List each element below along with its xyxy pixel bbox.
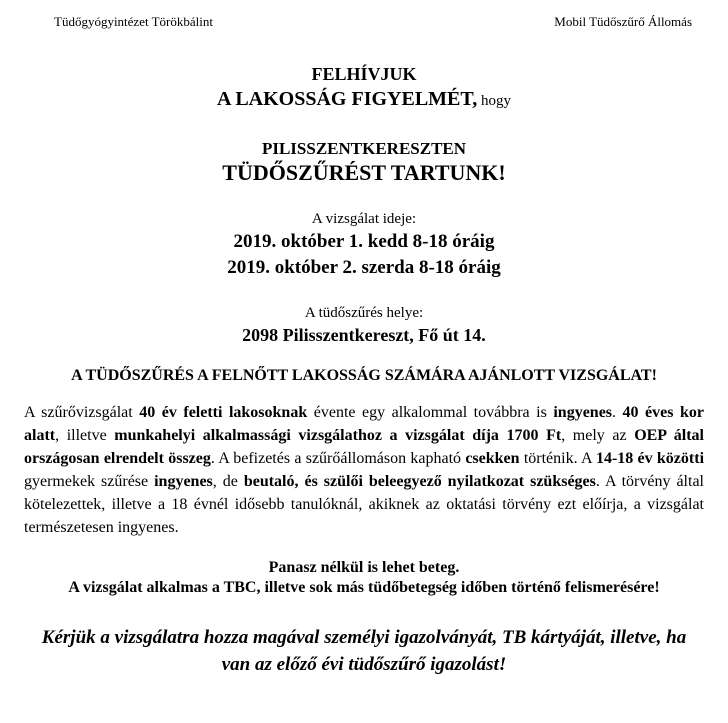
schedule-date-2: 2019. október 2. szerda 8-18 óráig	[227, 257, 501, 278]
venue-block	[24, 303, 704, 347]
event-location: PILISSZENTKERESZTEN	[261, 139, 467, 158]
venue-address: 2098 Pilisszentkereszt, Fő út 14.	[242, 325, 486, 345]
venue-label: A tüdőszűrés helye:	[304, 305, 424, 321]
schedule-block	[24, 209, 704, 281]
schedule-label: A vizsgálat ideje:	[311, 211, 417, 227]
closing-request: Kérjük a vizsgálatra hozza magával személyi igazolványát, TB kártyáját, illetve, ha van az előző évi tüdőszűrő igazolást!	[41, 627, 687, 675]
warning-block	[10, 558, 718, 598]
warning-line-2: A vizsgálat alkalmas a TBC, illetve sok más tüdőbetegség időben történő felismerésére!	[68, 579, 660, 596]
warning-line-1: Panasz nélkül is lehet beteg.	[268, 559, 460, 576]
header-right-station: Mobil Tüdőszűrő Állomás	[554, 14, 692, 29]
announcement-title-block	[24, 62, 704, 114]
event-title: TÜDŐSZŰRÉST TARTUNK!	[222, 160, 506, 185]
event-block	[24, 138, 704, 186]
header-left-institute: Tüdőgyógyintézet Törökbálint	[54, 14, 213, 29]
schedule-date-1: 2019. október 1. kedd 8-18 óráig	[233, 231, 495, 252]
announcement-line-1: FELHÍVJUK	[311, 64, 417, 84]
announcement-line-2	[24, 86, 704, 114]
announcement-line-2-main: A LAKOSSÁG FIGYELMÉT,	[217, 88, 478, 110]
document-header	[24, 14, 704, 30]
body-paragraph: A szűrővizsgálat 40 év feletti lakosoknak évente egy alkalommal továbbra is ingyenes. 40 éves kor alatt, illetve munkahelyi alkalmassági vizsgálathoz a vizsgálat díja 1700 Ft, mely az OEP által országosan elrendelt összeg. A befizetés a szűrőállomáson kapható csekken történik. A 14-18 év közötti gyermekek szűrése ingyenes, de beutaló, és szülői beleegyező nyilatkozat szükséges. A törvény által kötelezettek, illetve a 18 évnél idősebb tanulóknál, akiknek az oktatási törvény ezt előírja, a vizsgálat természetesen ingyenes.	[24, 404, 705, 536]
recommendation-heading: A TÜDŐSZŰRÉS A FELNŐTT LAKOSSÁG SZÁMÁRA AJÁNLOTT VIZSGÁLAT!	[71, 367, 657, 384]
announcement-line-2-suffix: hogy	[477, 93, 511, 109]
